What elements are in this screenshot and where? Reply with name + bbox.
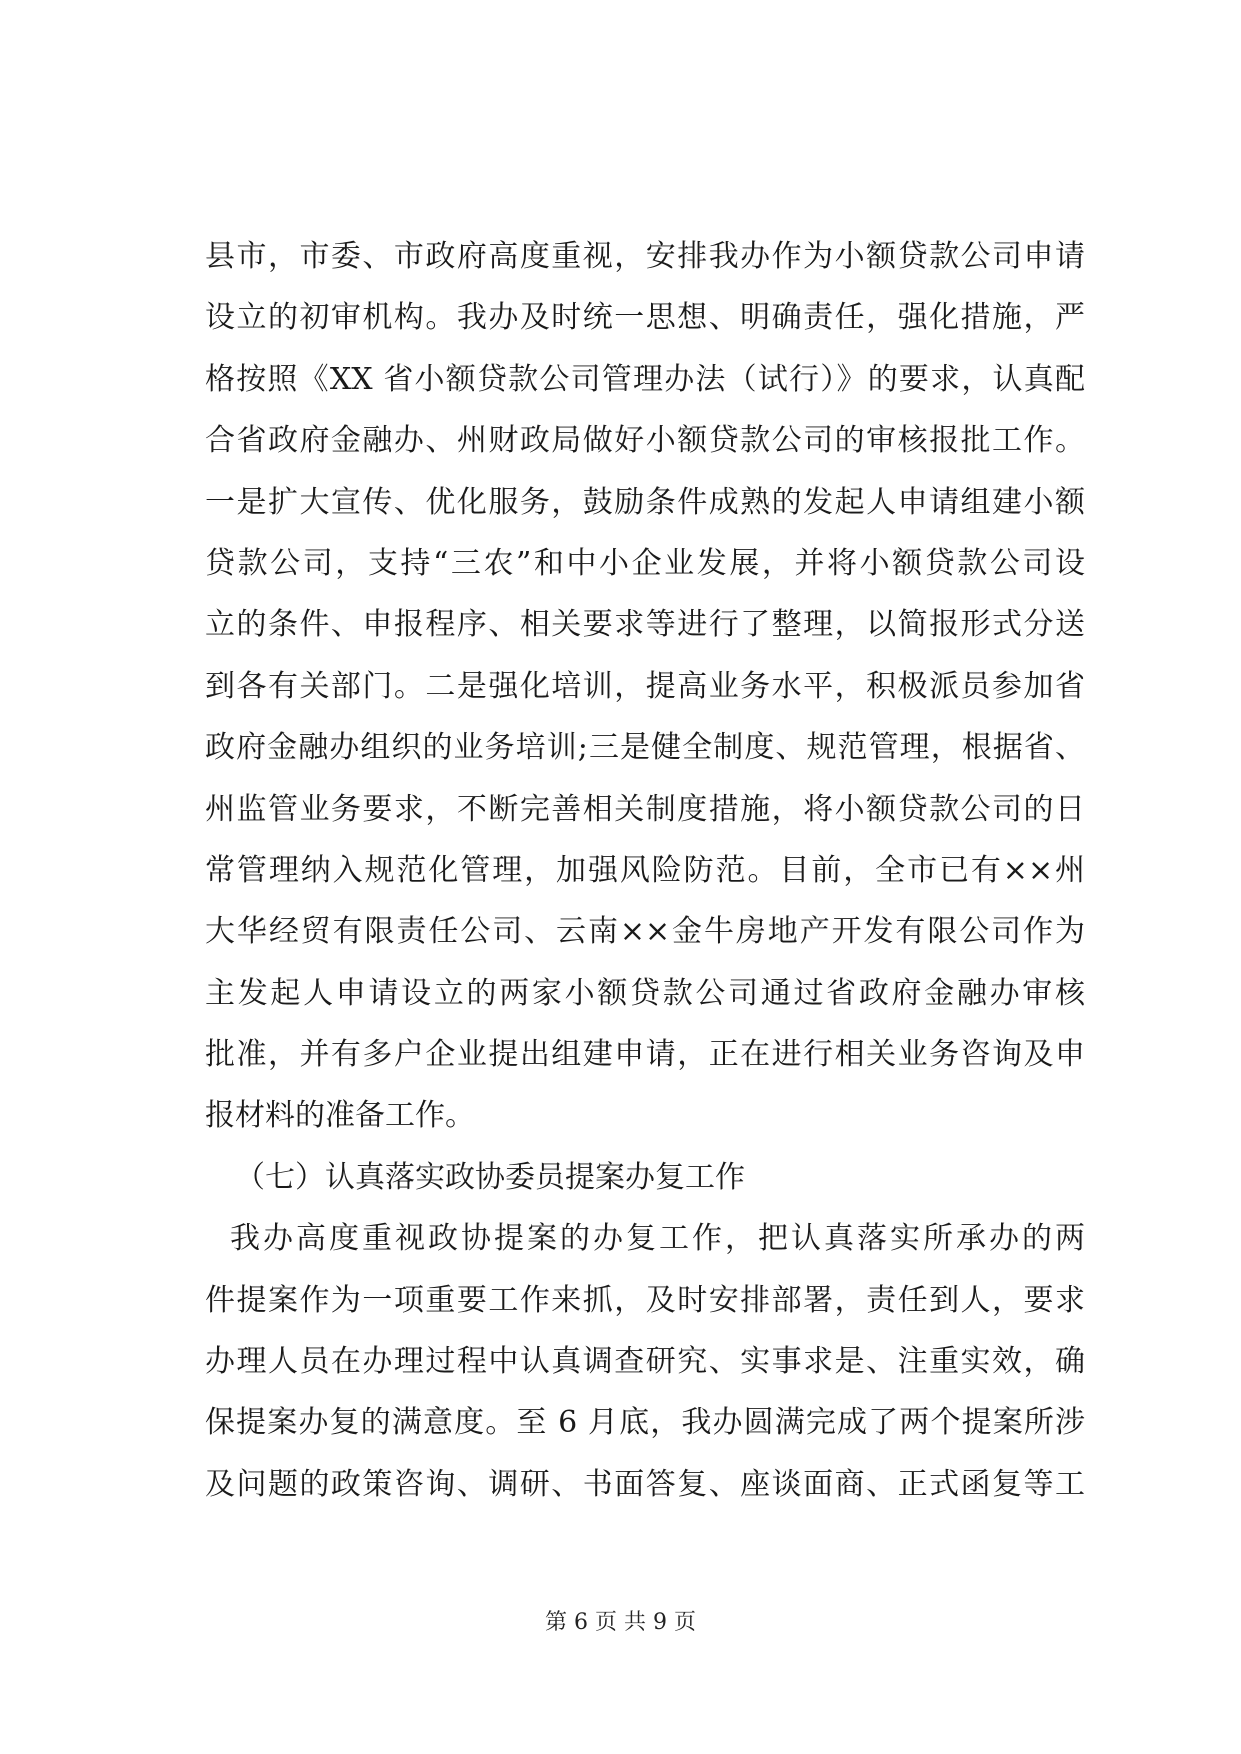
page-number-footer: 第 6 页 共 9 页 — [545, 1610, 696, 1635]
paragraph-line: 合省政府金融办、州财政局做好小额贷款公司的审核报批工作。 — [205, 423, 1085, 459]
section-heading: （七）认真落实政协委员提案办复工作 — [235, 1159, 745, 1195]
paragraph-line: 我办高度重视政协提案的办复工作，把认真落实所承办的两 — [230, 1221, 1085, 1257]
paragraph-line: 主发起人申请设立的两家小额贷款公司通过省政府金融办审核 — [205, 975, 1085, 1011]
paragraph-line: 大华经贸有限责任公司、云南××金牛房地产开发有限公司作为 — [205, 914, 1085, 950]
paragraph-line: 件提案作为一项重要工作来抓，及时安排部署，责任到人，要求 — [205, 1282, 1085, 1318]
paragraph-line: 保提案办复的满意度。至 6 月底，我办圆满完成了两个提案所涉 — [205, 1405, 1085, 1441]
paragraph-line: 政府金融办组织的业务培训;三是健全制度、规范管理，根据省、 — [205, 730, 1085, 766]
paragraph-line: 贷款公司，支持“三农”和中小企业发展，并将小额贷款公司设 — [205, 545, 1085, 581]
paragraph-line: 批准，并有多户企业提出组建申请，正在进行相关业务咨询及申 — [205, 1037, 1085, 1073]
paragraph-line: 县市，市委、市政府高度重视，安排我办作为小额贷款公司申请 — [205, 239, 1085, 274]
paragraph-line: 常管理纳入规范化管理，加强风险防范。目前，全市已有××州 — [205, 852, 1085, 888]
paragraph-line: 立的条件、申报程序、相关要求等进行了整理，以简报形式分送 — [205, 607, 1085, 643]
paragraph-line: 格按照《XX 省小额贷款公司管理办法（试行）》的要求，认真配 — [205, 361, 1085, 397]
paragraph-line: 报材料的准备工作。 — [205, 1098, 475, 1134]
paragraph-line: 设立的初审机构。我办及时统一思想、明确责任，强化措施，严 — [205, 300, 1085, 336]
paragraph-line: 一是扩大宣传、优化服务，鼓励条件成熟的发起人申请组建小额 — [205, 484, 1085, 520]
paragraph-line: 办理人员在办理过程中认真调查研究、实事求是、注重实效，确 — [205, 1344, 1085, 1380]
paragraph-line: 州监管业务要求，不断完善相关制度措施，将小额贷款公司的日 — [205, 791, 1085, 827]
paragraph-line: 及问题的政策咨询、调研、书面答复、座谈面商、正式函复等工 — [205, 1466, 1085, 1502]
document-body — [205, 226, 1085, 1515]
paragraph-line: 到各有关部门。二是强化培训，提高业务水平，积极派员参加省 — [205, 668, 1085, 704]
